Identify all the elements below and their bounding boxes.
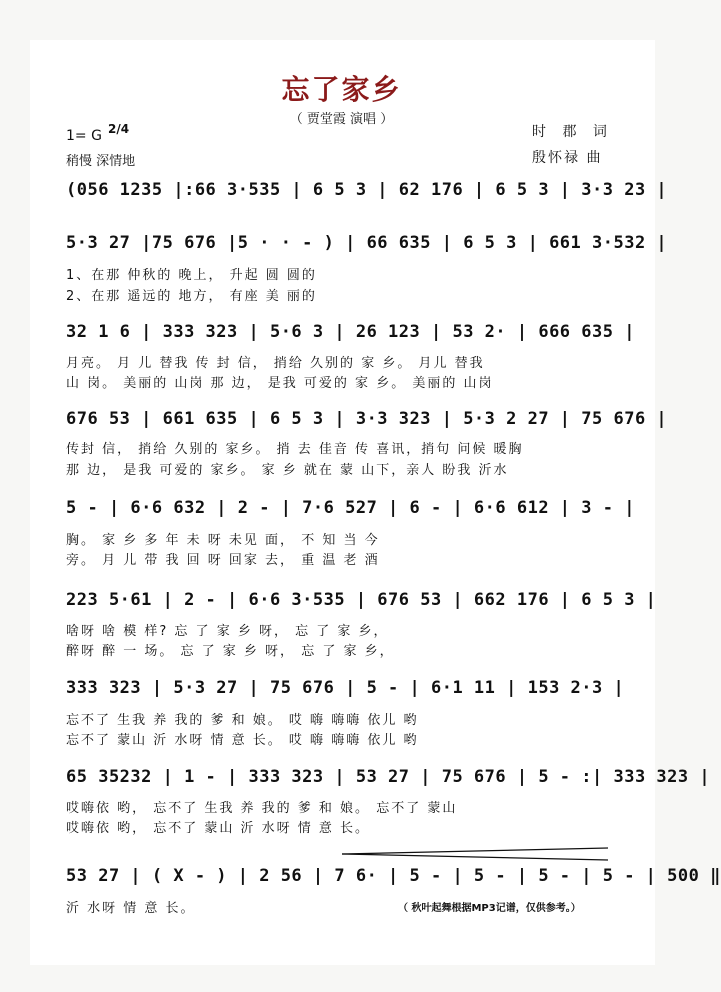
lyric-row-2-verse-1: 1、在那 仲秋的 晚上， 升起 圆 圆的 — [66, 268, 317, 283]
lyric-row-7-verse-2: 忘不了 蒙山 沂 水呀 情 意 长。 哎 嗨 嗨嗨 依儿 哟 — [66, 733, 419, 748]
song-title: 忘了家乡 — [281, 73, 402, 106]
notation-row-1: (056 1235 |:66 3·535 | 6 5 3 | 62 176 | 6 5 3 | 3·3 23 | — [66, 180, 668, 200]
time-signature: 2/4 — [108, 122, 130, 136]
composer-credit: 殷怀禄 曲 — [532, 150, 603, 166]
transcription-footnote: （ 秋叶起舞根据MP3记谱，仅供参考。） — [398, 903, 581, 914]
lyric-row-3-verse-2: 山 岗。 美丽的 山岗 那 边， 是我 可爱的 家 乡。 美丽的 山岗 — [66, 376, 494, 391]
notation-row-5: 5 - | 6·6 632 | 2 - | 7·6 527 | 6 - | 6·6 612 | 3 - | — [66, 498, 635, 518]
hairpin-marks — [340, 846, 610, 862]
performer-credit: （ 贾堂霞 演唱 ） — [289, 112, 394, 127]
notation-row-3: 32 1 6 | 333 323 | 5·6 3 | 26 123 | 53 2· | 666 635 | — [66, 322, 635, 342]
lyric-row-4-verse-2: 那 边， 是我 可爱的 家乡。 家 乡 就在 蒙 山下，亲人 盼我 沂水 — [66, 463, 509, 478]
notation-row-2: 5·3 27 |75 676 |5 · · - ) | 66 635 | 6 5 3 | 661 3·532 | — [66, 233, 668, 253]
lyric-row-7-verse-1: 忘不了 生我 养 我的 爹 和 娘。 哎 嗨 嗨嗨 依儿 哟 — [66, 713, 419, 728]
lyric-row-5-verse-2: 旁。 月 儿 带 我 回 呀 回家 去， 重 温 老 酒 — [66, 553, 380, 568]
tempo-marking: 稍慢 深情地 — [66, 154, 136, 169]
lyric-row-2-verse-2: 2、在那 遥远的 地方， 有座 美 丽的 — [66, 289, 317, 304]
lyric-row-4-verse-1: 传封 信， 捎给 久别的 家乡。 捎 去 佳音 传 喜讯，捎句 问候 暖胸 — [66, 442, 524, 457]
lyric-row-3-verse-1: 月亮。 月 儿 替我 传 封 信， 捎给 久别的 家 乡。 月儿 替我 — [66, 356, 485, 371]
lyric-row-5-verse-1: 胸。 家 乡 多 年 未 呀 未见 面， 不 知 当 今 — [66, 533, 380, 548]
notation-row-8: 65 35232 | 1 - | 333 323 | 53 27 | 75 676 | 5 - :| 333 323 | — [66, 767, 711, 787]
lyric-row-8-verse-2: 哎嗨依 哟， 忘不了 蒙山 沂 水呀 情 意 长。 — [66, 821, 371, 836]
notation-row-7: 333 323 | 5·3 27 | 75 676 | 5 - | 6·1 11 | 153 2·3 | — [66, 678, 625, 698]
lyric-row-6-verse-1: 啥呀 啥 模 样? 忘 了 家 乡 呀， 忘 了 家 乡， — [66, 624, 389, 639]
lyricist-credit: 时 郡 词 — [532, 124, 613, 140]
lyric-row-6-verse-2: 醉呀 醉 一 场。 忘 了 家 乡 呀， 忘 了 家 乡， — [66, 644, 395, 659]
notation-row-9: 53 27 | ( X - ) | 2 56 | 7 6· | 5 - | 5 - | 5 - | 5 - | 500 ‖ — [66, 866, 721, 886]
lyric-row-9-verse-1: 沂 水呀 情 意 长。 — [66, 901, 196, 916]
key-signature: 1= G — [66, 128, 102, 144]
notation-row-4: 676 53 | 661 635 | 6 5 3 | 3·3 323 | 5·3 2 27 | 75 676 | — [66, 409, 668, 429]
lyric-row-8-verse-1: 哎嗨依 哟， 忘不了 生我 养 我的 爹 和 娘。 忘不了 蒙山 — [66, 801, 458, 816]
notation-row-6: 223 5·61 | 2 - | 6·6 3·535 | 676 53 | 662 176 | 6 5 3 | — [66, 590, 657, 610]
